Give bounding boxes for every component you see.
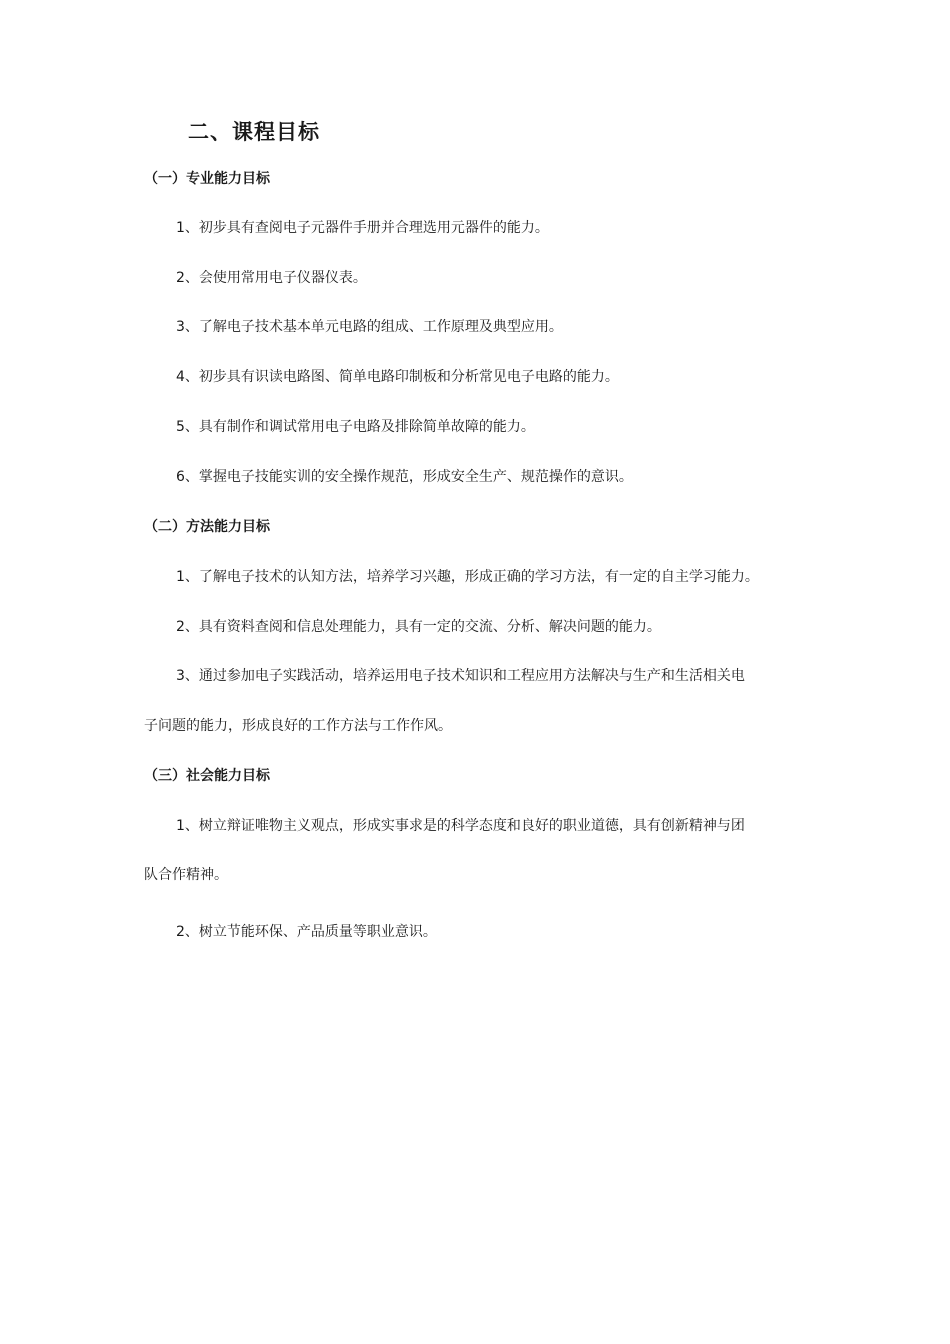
item-number: 2 [176, 270, 185, 286]
group-heading-method: （二）方法能力目标 [144, 519, 270, 535]
item-text: 、树立辩证唯物主义观点，形成实事求是的科学态度和良好的职业道德，具有创新精神与团 [184, 818, 745, 834]
item-text: 、具有资料查阅和信息处理能力，具有一定的交流、分析、解决问题的能力。 [184, 619, 661, 635]
list-item [176, 316, 563, 336]
list-item [176, 217, 549, 237]
item-text: 、树立节能环保、产品质量等职业意识。 [184, 924, 437, 940]
item-number: 5 [176, 419, 185, 435]
item-text: 、初步具有查阅电子元器件手册并合理选用元器件的能力。 [184, 220, 549, 236]
item-continuation: 队合作精神。 [144, 867, 228, 883]
item-number: 2 [176, 924, 185, 940]
item-number: 1 [176, 818, 185, 834]
item-number: 2 [176, 619, 185, 635]
item-text: 、通过参加电子实践活动，培养运用电子技术知识和工程应用方法解决与生产和生活相关电 [184, 668, 745, 684]
item-number: 3 [176, 319, 185, 335]
item-text: 、掌握电子技能实训的安全操作规范，形成安全生产、规范操作的意识。 [184, 469, 633, 485]
item-text: 、具有制作和调试常用电子电路及排除简单故障的能力。 [184, 419, 535, 435]
group-heading-professional: （一）专业能力目标 [144, 171, 270, 187]
list-item [176, 267, 367, 287]
item-continuation: 子问题的能力，形成良好的工作方法与工作作风。 [144, 718, 452, 734]
section-title: 二、课程目标 [188, 120, 320, 144]
list-item [176, 921, 437, 941]
list-item [176, 616, 661, 636]
item-number: 3 [176, 668, 185, 684]
item-number: 1 [176, 569, 185, 585]
list-item [176, 665, 745, 685]
item-text: 、初步具有识读电路图、简单电路印制板和分析常见电子电路的能力。 [184, 369, 619, 385]
item-text: 、会使用常用电子仪器仪表。 [184, 270, 367, 286]
item-number: 4 [176, 369, 185, 385]
item-number: 1 [176, 220, 185, 236]
list-item [176, 466, 633, 486]
group-heading-social: （三）社会能力目标 [144, 768, 270, 784]
list-item [176, 366, 619, 386]
item-text: 、了解电子技术基本单元电路的组成、工作原理及典型应用。 [184, 319, 563, 335]
item-text: 、了解电子技术的认知方法，培养学习兴趣，形成正确的学习方法，有一定的自主学习能力。 [184, 569, 759, 585]
list-item [176, 566, 759, 586]
item-number: 6 [176, 469, 185, 485]
list-item [176, 815, 745, 835]
list-item [176, 416, 535, 436]
